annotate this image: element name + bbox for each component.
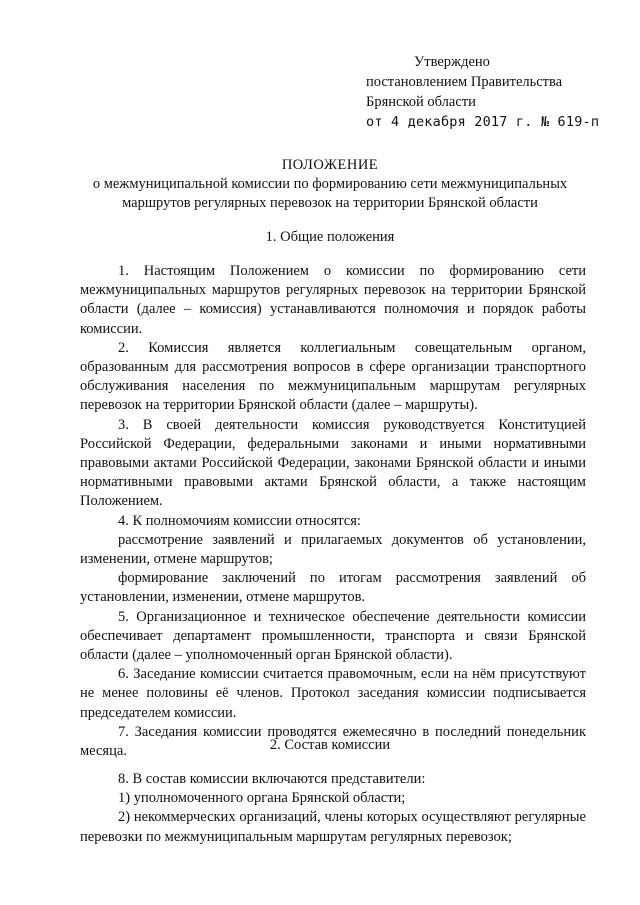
- signature-date: 4 декабря 2017 г.: [390, 114, 533, 130]
- section-heading: 2. Состав комиссии: [269, 737, 391, 753]
- paragraph: 1. Настоящим Положением о комиссии по формированию сети межмуниципальных маршрутов регулярных перевозок на территории Брянской области (далее – комиссия) устанавливаются полномочия и порядок работы комиссии.: [80, 263, 586, 337]
- approval-line: Утверждено: [414, 54, 490, 70]
- paragraph: 1) уполномоченного органа Брянской области;: [118, 790, 406, 807]
- section-body: [80, 262, 586, 761]
- section-heading: 1. Общие положения: [265, 229, 395, 245]
- paragraph: 4. К полномочиям комиссии относятся:: [118, 512, 361, 529]
- paragraph: 5. Организационное и техническое обеспечение деятельности комиссии обеспечивает департамент промышленности, транспорта и связи Брянской области (далее – уполномоченный орган Брянской области).: [80, 608, 586, 664]
- paragraph: формирование заключений по итогам рассмотрения заявлений об установлении, изменении, отмене маршрутов.: [80, 570, 586, 606]
- approval-line: постановлением Правительства: [366, 74, 563, 90]
- paragraph: 2. Комиссия является коллегиальным совещательным органом, образованным для рассмотрения вопросов в сфере организации транспортного обслуживания населения по межмуниципальным маршрутам регулярных перевозок на территории Брянской области (далее – маршруты).: [80, 339, 586, 414]
- approval-stamp: [366, 52, 599, 132]
- paragraph: рассмотрение заявлений и прилагаемых документов об установлении, изменении, отмене маршрутов;: [80, 531, 586, 568]
- document-subtitle: о межмуниципальной комиссии по формированию сети межмуниципальных маршрутов регулярных перевозок на территории Брянской области: [92, 176, 568, 211]
- paragraph: 6. Заседание комиссии считается правомочным, если на нём присутствуют не менее половины её членов. Протокол заседания комиссии подписывается председателем комиссии.: [80, 666, 586, 721]
- paragraph: 2) некоммерческих организаций, члены которых осуществляют регулярные перевозки по межмуниципальным маршрутам регулярных перевозок;: [80, 809, 586, 845]
- paragraph: 3. В своей деятельности комиссия руководствуется Конституцией Российской Федерации, федеральными законами и иными нормативными правовыми актами Российской Федерации, законами Брянской области и иными нормативными правовыми актами Брянской области, а также настоящим Положением.: [80, 416, 586, 510]
- signature-prefix: от: [366, 114, 383, 130]
- approval-line: Брянской области: [366, 94, 476, 110]
- section-body: [80, 770, 586, 847]
- document-title: ПОЛОЖЕНИЕ: [281, 157, 379, 173]
- paragraph: 7. Заседания комиссии проводятся ежемесячно в последний понедельник месяца.: [80, 723, 586, 760]
- paragraph: 8. В состав комиссии включаются представители:: [118, 771, 426, 787]
- signature-number: № 619-п: [540, 114, 600, 130]
- document-title-block: [60, 156, 600, 213]
- approval-signature-line: [366, 112, 599, 132]
